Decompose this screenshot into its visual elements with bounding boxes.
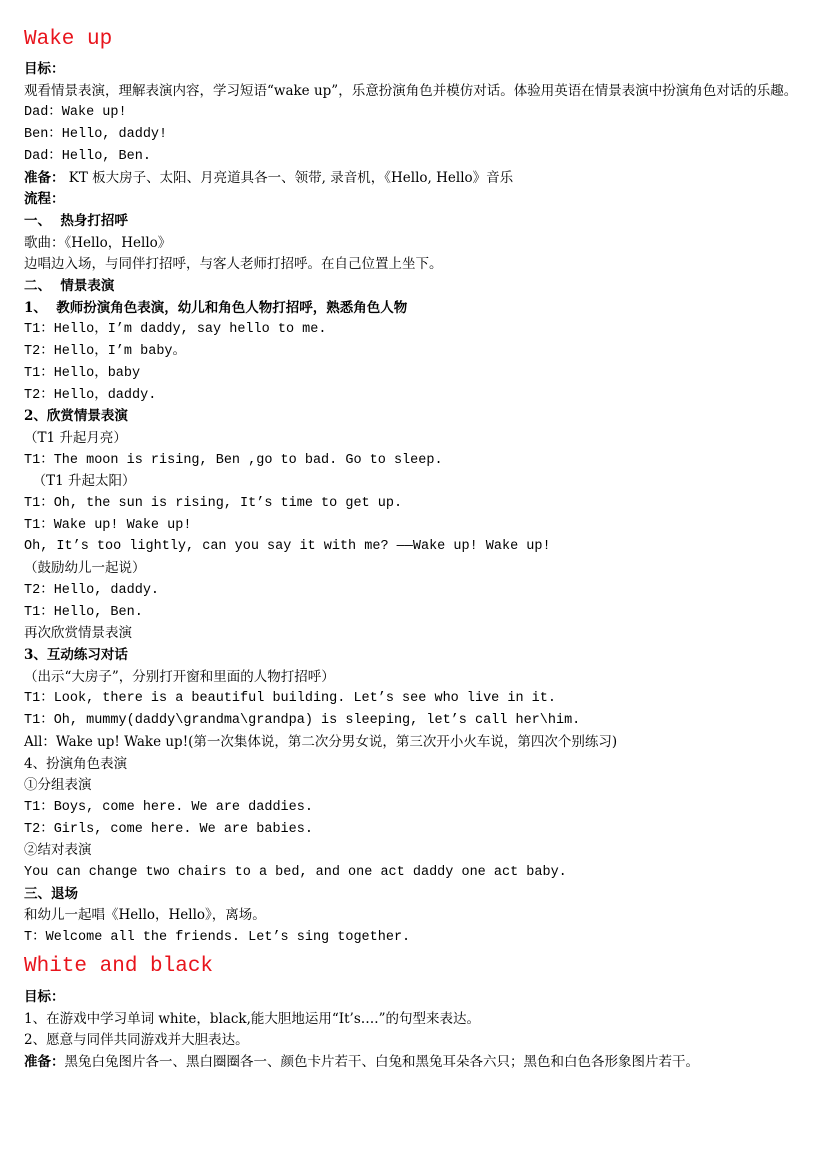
sub3-line: （出示“大房子”，分别打开窗和里面的人物打招呼） — [24, 668, 335, 685]
sub3-line: T1：Boys, come here. We are daddies. — [24, 799, 313, 815]
dialog-line: Dad：Hello, Ben. — [24, 148, 151, 164]
goal-label: 目标： — [24, 61, 65, 77]
sub1-line: T1：Hello，I’m daddy, say hello to me. — [24, 322, 327, 338]
sub1-line: T2：Hello，I’m baby。 — [24, 344, 187, 360]
step1-heading: 一、 热身打招呼 — [24, 212, 128, 229]
sub2-line: （T1 升起太阳） — [24, 473, 136, 490]
sub1-line: T1：Hello，baby — [24, 365, 141, 381]
flow-label: 流程： — [24, 191, 65, 208]
sub2-line: T1：The moon is rising, Ben ,go to bad. Go to sleep. — [24, 452, 443, 468]
prep-paragraph — [24, 168, 805, 190]
dialog-line: Dad：Wake up! — [24, 105, 127, 121]
step1-line: 边唱边入场，与同伴打招呼，与客人老师打招呼。在自己位置上坐下。 — [24, 256, 443, 273]
sub2-line: Oh, It’s too lightly, can you say it with me? ——Wake up! Wake up! — [24, 539, 551, 555]
sub3-heading: 3、互动练习对话 — [24, 646, 128, 663]
sub1-heading: 1、 教师扮演角色表演，幼儿和角色人物打招呼，熟悉角色人物 — [24, 299, 408, 316]
goal-text: 观看情景表演，理解表演内容，学习短语“wake up”，乐意扮演角色并模仿对话。体验用英语在情景表演中扮演角色对话的乐趣。 — [24, 82, 798, 99]
prep-paragraph-2 — [24, 1052, 805, 1074]
sub2-line: T1：Wake up! Wake up! — [24, 517, 192, 533]
sub2-line: T1：Hello, Ben. — [24, 604, 143, 620]
section-title-white-and-black: White and black — [24, 954, 214, 978]
sub2-line: T2：Hello, daddy. — [24, 582, 160, 598]
goal-label-2: 目标： — [24, 988, 65, 1005]
sub3-line: T1：Oh, mummy(daddy\grandma\grandpa) is sleeping, let’s call her\him. — [24, 713, 581, 729]
sub2-heading: 2、欣赏情景表演 — [24, 408, 128, 425]
sub2-line: T1：Oh, the sun is rising, It’s time to get up. — [24, 496, 403, 512]
section-title-wake-up: Wake up — [24, 28, 113, 51]
sub3-line: T1：Look, there is a beautiful building. Let’s see who live in it. — [24, 691, 556, 707]
prep-label-2: 准备： — [24, 1053, 65, 1070]
step3-heading: 三、退场 — [24, 885, 78, 902]
goal-line-2: 2、愿意与同伴共同游戏并大胆表达。 — [24, 1032, 249, 1049]
step1-line: 歌曲：《Hello，Hello》 — [24, 234, 172, 251]
prep-text-2: 黑兔白兔图片各一、黑白圈圈各一、颜色卡片若干、白兔和黑兔耳朵各六只；黑色和白色各形象图片若干。 — [64, 1053, 699, 1070]
sub3-line: 4、扮演角色表演 — [24, 755, 128, 772]
sub1-line: T2：Hello，daddy. — [24, 387, 157, 403]
goal-line-2: 1、在游戏中学习单词 white，black,能大胆地运用“It’s….”的句型来表达。 — [24, 1010, 480, 1027]
sub2-line: （T1 升起月亮） — [24, 429, 127, 446]
dialog-line: Ben：Hello, daddy! — [24, 127, 168, 143]
sub3-line: T2：Girls, come here. We are babies. — [24, 821, 313, 837]
sub3-line: All：Wake up! Wake up!(第一次集体说，第二次分男女说，第三次开小火车说，第四次个别练习) — [24, 733, 618, 750]
prep-text: KT 板大房子、太阳、月亮道具各一、领带, 录音机，《Hello, Hello》音乐 — [64, 169, 514, 186]
prep-label: 准备： — [24, 169, 65, 186]
sub3-line: ①分组表演 — [24, 777, 92, 794]
sub3-line: ②结对表演 — [24, 842, 92, 859]
sub2-line: 再次欣赏情景表演 — [24, 625, 132, 642]
step3-line: 和幼儿一起唱《Hello，Hello》，离场。 — [24, 907, 266, 924]
step3-line: T：Welcome all the friends. Let’s sing together. — [24, 930, 411, 946]
step2-heading: 二、 情景表演 — [24, 278, 115, 295]
sub3-line: You can change two chairs to a bed, and one act daddy one act baby. — [24, 865, 567, 881]
sub2-line: （鼓励幼儿一起说） — [24, 560, 146, 577]
